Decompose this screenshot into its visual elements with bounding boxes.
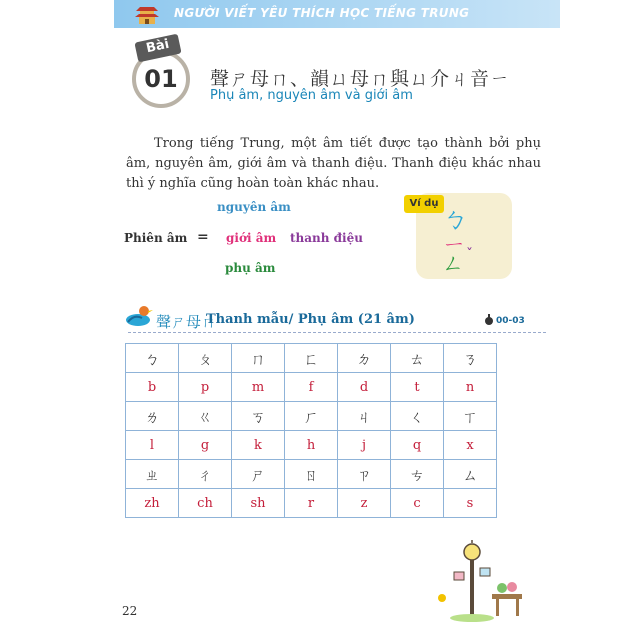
example-card — [409, 193, 512, 279]
bopomofo-cell: ㄗ — [338, 460, 391, 489]
bopomofo-cell: ㄆ — [179, 344, 232, 373]
bopomofo-cell: ㄐ — [338, 402, 391, 431]
bopomofo-cell: ㄓ — [126, 460, 179, 489]
example-label: Ví dụ — [404, 195, 444, 213]
bopomofo-cell: ㄖ — [285, 460, 338, 489]
page-number: 22 — [122, 604, 138, 618]
latin-cell: c — [391, 489, 444, 518]
page-header — [114, 0, 560, 28]
diagram-thanh-dieu: thanh điệu — [290, 231, 363, 245]
bopomofo-row — [126, 402, 497, 431]
latin-cell: p — [179, 373, 232, 402]
latin-row — [126, 373, 497, 402]
lesson-number: 01 — [144, 65, 178, 93]
latin-cell: sh — [232, 489, 285, 518]
latin-cell: f — [285, 373, 338, 402]
street-lamp-illustration — [436, 538, 530, 622]
audio-track-code: 00-03 — [496, 316, 525, 326]
audio-track-icon[interactable] — [484, 314, 494, 326]
latin-cell: s — [444, 489, 497, 518]
latin-cell: ch — [179, 489, 232, 518]
bopomofo-cell: ㄅ — [126, 344, 179, 373]
latin-cell: t — [391, 373, 444, 402]
latin-cell: h — [285, 431, 338, 460]
bopomofo-cell: ㄍ — [179, 402, 232, 431]
example-initial: ㄅ — [442, 205, 469, 235]
bopomofo-cell: ㄇ — [232, 344, 285, 373]
latin-cell: d — [338, 373, 391, 402]
section-divider — [128, 332, 546, 333]
latin-cell: k — [232, 431, 285, 460]
intro-paragraph: Trong tiếng Trung, một âm tiết được tạo thành bởi phụ âm, nguyên âm, giới âm và thanh điệu. Thanh điệu khác nhau thì ý nghĩa cũng hoàn toàn khác nhau. — [126, 136, 541, 191]
bopomofo-cell: ㄌ — [126, 402, 179, 431]
latin-cell: n — [444, 373, 497, 402]
latin-cell: m — [232, 373, 285, 402]
diagram-phien-am: Phiên âm — [124, 231, 188, 245]
diagram-equals: = — [197, 229, 209, 245]
bopomofo-cell: ㄎ — [232, 402, 285, 431]
bopomofo-row — [126, 460, 497, 489]
example-final: ㄥ — [442, 252, 465, 277]
textbook-page — [114, 0, 560, 640]
latin-cell: z — [338, 489, 391, 518]
bopomofo-cell: ㄏ — [285, 402, 338, 431]
latin-cell: x — [444, 431, 497, 460]
latin-cell: zh — [126, 489, 179, 518]
latin-cell: q — [391, 431, 444, 460]
latin-cell: b — [126, 373, 179, 402]
latin-cell: l — [126, 431, 179, 460]
latin-cell: g — [179, 431, 232, 460]
lesson-title-chinese: 聲ㄕ母ㄇ、韻ㄩ母ㄇ與ㄩ介ㄐ音ㄧ — [210, 68, 511, 90]
bopomofo-cell: ㄊ — [391, 344, 444, 373]
pagoda-icon — [134, 3, 160, 25]
bird-icon — [124, 302, 154, 330]
diagram-nguyen-am: nguyên âm — [217, 200, 291, 214]
latin-cell: r — [285, 489, 338, 518]
bopomofo-cell: ㄈ — [285, 344, 338, 373]
bopomofo-cell: ㄙ — [444, 460, 497, 489]
section-title: Thanh mẫu/ Phụ âm (21 âm) — [206, 312, 415, 327]
section-header — [120, 302, 550, 334]
lesson-tag-label: Bài — [144, 36, 171, 57]
bopomofo-cell: ㄉ — [338, 344, 391, 373]
lesson-title-vietnamese: Phụ âm, nguyên âm và giới âm — [210, 88, 413, 103]
bopomofo-cell: ㄕ — [232, 460, 285, 489]
bopomofo-cell: ㄘ — [391, 460, 444, 489]
header-title: NGƯỜI VIẾT YÊU THÍCH HỌC TIẾNG TRUNG — [174, 6, 470, 20]
bopomofo-cell: ㄋ — [444, 344, 497, 373]
example-medial: ㄧ — [442, 231, 466, 259]
bopomofo-cell: ㄔ — [179, 460, 232, 489]
lesson-badge — [128, 36, 192, 102]
bopomofo-cell: ㄒ — [444, 402, 497, 431]
bopomofo-row — [126, 344, 497, 373]
diagram-gioi-am: giới âm — [226, 231, 277, 245]
initials-table — [125, 343, 497, 518]
latin-cell: j — [338, 431, 391, 460]
section-title-chinese: 聲ㄕ母ㄇ — [156, 313, 217, 331]
example-tone-mark: ˇ — [466, 247, 473, 263]
bopomofo-cell: ㄑ — [391, 402, 444, 431]
latin-row — [126, 489, 497, 518]
diagram-phu-am: phụ âm — [225, 261, 276, 275]
latin-row — [126, 431, 497, 460]
